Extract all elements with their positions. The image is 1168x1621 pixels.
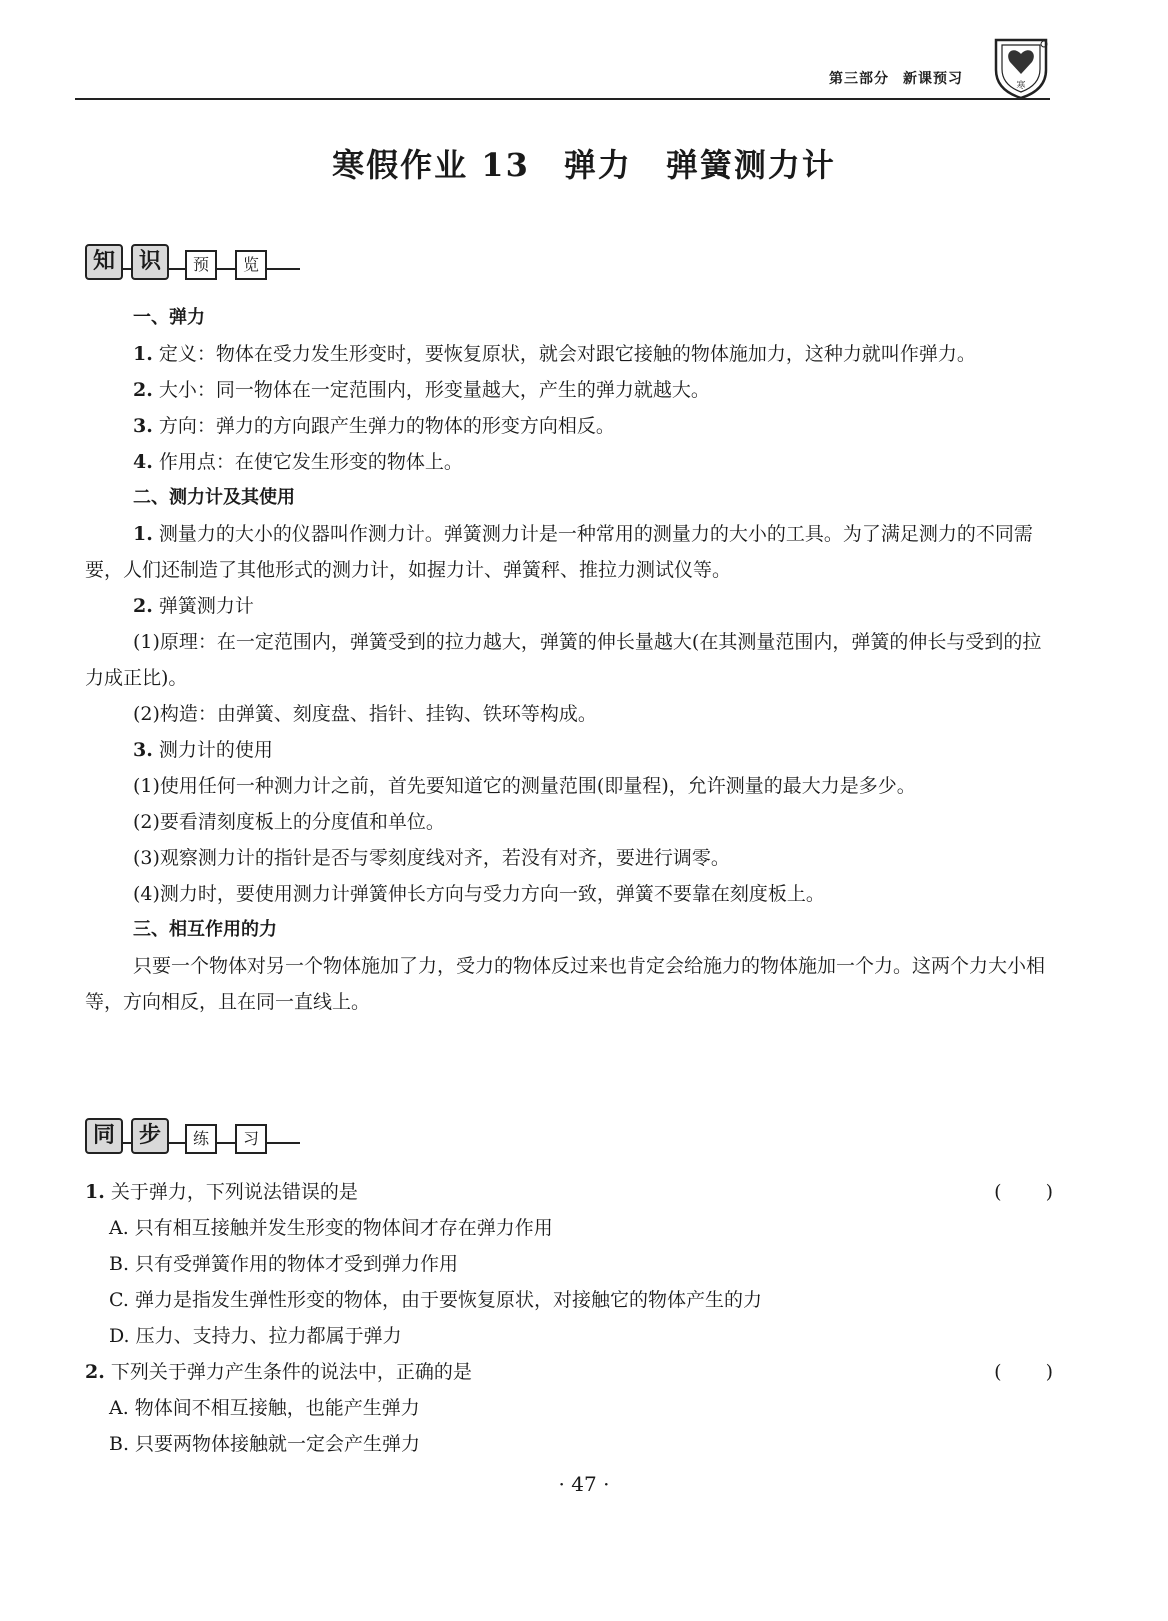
running-header: [829, 68, 963, 88]
question-stem: 1. 关于弹力，下列说法错误的是: [85, 1181, 358, 1203]
option-a: A. 物体间不相互接触，也能产生弹力: [109, 1397, 420, 1419]
answer-blank[interactable]: ( ): [994, 1361, 1055, 1383]
paragraph: 3. 测力计的使用: [133, 739, 273, 761]
paragraph: (1)使用任何一种测力计之前，首先要知道它的测量范围(即量程)，允许测量的最大力是多少。: [133, 775, 916, 797]
paragraph: (1)原理：在一定范围内，弹簧受到的拉力越大，弹簧的伸长量越大(在其测量范围内，弹簧的伸长与受到的拉力成正比)。: [85, 631, 1042, 689]
option-d: D. 压力、支持力、拉力都属于弹力: [109, 1325, 402, 1347]
paragraph: (2)要看清刻度板上的分度值和单位。: [133, 811, 445, 833]
banner-char: 识: [131, 244, 169, 280]
header-part: 第三部分: [829, 71, 889, 87]
knowledge-section: [85, 300, 1055, 1020]
paragraph: (3)观察测力计的指针是否与零刻度线对齐，若没有对齐，要进行调零。: [133, 847, 730, 869]
paragraph: 2. 大小：同一物体在一定范围内，形变量越大，产生的弹力就越大。: [133, 379, 710, 401]
school-emblem-icon: [992, 36, 1050, 100]
paragraph: 3. 方向：弹力的方向跟产生弹力的物体的形变方向相反。: [133, 415, 615, 437]
svg-text:寒: 寒: [1016, 81, 1026, 91]
sync-practice-banner: [85, 1118, 300, 1158]
question-2: [85, 1354, 1055, 1462]
practice-section: [85, 1174, 1055, 1462]
paragraph: 1. 测量力的大小的仪器叫作测力计。弹簧测力计是一种常用的测量力的大小的工具。为了满足测力的不同需要，人们还制造了其他形式的测力计，如握力计、弹簧秤、推拉力测试仪等。: [85, 523, 1033, 581]
answer-blank[interactable]: ( ): [994, 1181, 1055, 1203]
paragraph: (2)构造：由弹簧、刻度盘、指针、挂钩、铁环等构成。: [133, 703, 597, 725]
header-section: 新课预习: [903, 71, 963, 87]
page-number: · 47 ·: [558, 1472, 610, 1496]
paragraph: 4. 作用点：在使它发生形变的物体上。: [133, 451, 463, 473]
question-stem: 2. 下列关于弹力产生条件的说法中，正确的是: [85, 1361, 472, 1383]
banner-char: 览: [235, 250, 267, 280]
page-title: 寒假作业 13 弹力 弹簧测力计: [332, 146, 836, 184]
knowledge-preview-banner: [85, 244, 300, 284]
heading-elastic-force: 一、弹力: [133, 307, 205, 328]
banner-char: 预: [185, 250, 217, 280]
option-c: C. 弹力是指发生弹性形变的物体，由于要恢复原状，对接触它的物体产生的力: [109, 1289, 762, 1311]
banner-char: 步: [131, 1118, 169, 1154]
paragraph: 只要一个物体对另一个物体施加了力，受力的物体反过来也肯定会给施力的物体施加一个力。这两个力大小相等，方向相反，且在同一直线上。: [85, 955, 1046, 1013]
option-b: B. 只要两物体接触就一定会产生弹力: [109, 1433, 421, 1455]
banner-char: 习: [235, 1124, 267, 1154]
paragraph: 1. 定义：物体在受力发生形变时，要恢复原状，就会对跟它接触的物体施加力，这种力就叫作弹力。: [133, 343, 976, 365]
paragraph: (4)测力时，要使用测力计弹簧伸长方向与受力方向一致，弹簧不要靠在刻度板上。: [133, 883, 825, 905]
heading-dynamometer: 二、测力计及其使用: [133, 487, 295, 508]
header-rule: [75, 98, 1050, 100]
heading-interaction-force: 三、相互作用的力: [133, 919, 277, 940]
banner-char: 知: [85, 244, 123, 280]
banner-char: 练: [185, 1124, 217, 1154]
option-a: A. 只有相互接触并发生形变的物体间才存在弹力作用: [109, 1217, 553, 1239]
option-b: B. 只有受弹簧作用的物体才受到弹力作用: [109, 1253, 459, 1275]
question-1: [85, 1174, 1055, 1354]
paragraph: 2. 弹簧测力计: [133, 595, 254, 617]
banner-char: 同: [85, 1118, 123, 1154]
